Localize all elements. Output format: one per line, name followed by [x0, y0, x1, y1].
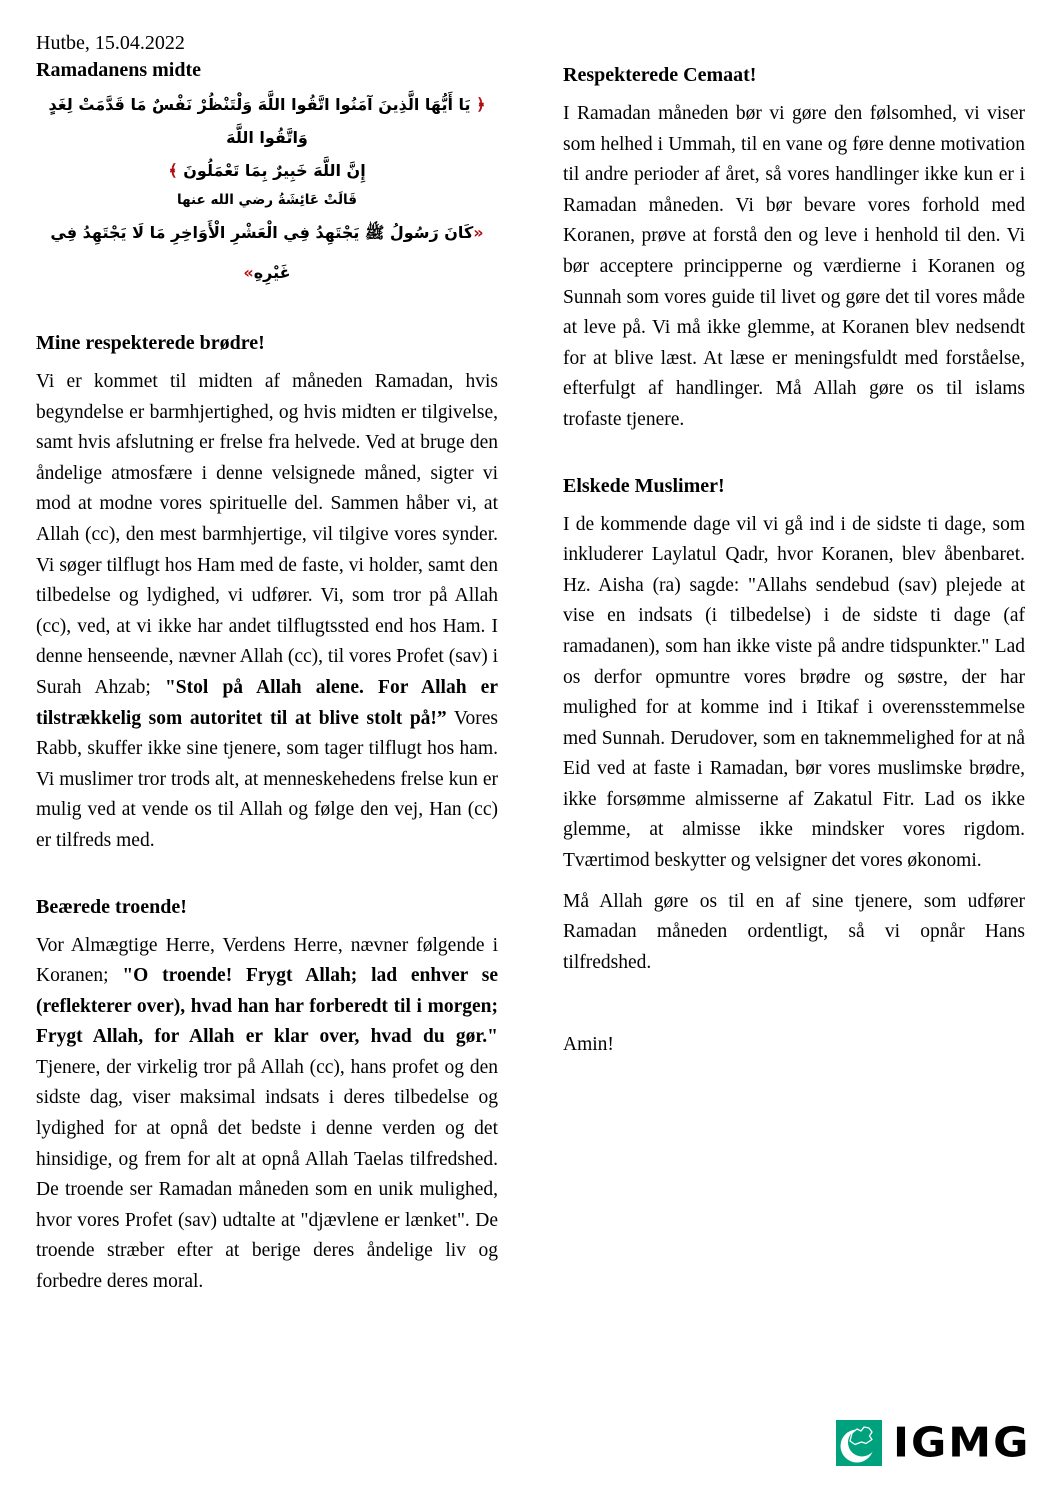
guillemet-open: «	[473, 223, 484, 242]
paragraph-believers	[36, 931, 498, 1298]
heading-believers: Beærede troende!	[36, 895, 187, 918]
igmg-crescent-icon	[836, 1420, 882, 1466]
heading-cemaat: Respekterede Cemaat!	[563, 64, 757, 86]
hadith-line	[36, 213, 498, 293]
left-column	[36, 30, 498, 1298]
hadith-narrator-line: قَالَتْ عَائِشَةُ رضي الله عنها	[177, 192, 357, 208]
quran-verse-text-1: يَا أَيُّهَا الَّذِينَ آمَنُوا اتَّقُوا اللَّهَ وَلْتَنْظُرْ نَفْسٌ مَا قَدَّمَتْ لِغَدٍ وَاتَّقُوا اللَّهَ	[48, 95, 471, 147]
paragraph-text: Vores Rabb, skuffer ikke sine tjenere, som tager tilflugt hos ham. Vi muslimer tror trods alt, at menneskehedens frelse kun er mulig ved at vende os til Allah og følge den vej, Han (cc) er tilfreds med.	[36, 707, 498, 851]
paragraph-text: Vi er kommet til midten af måneden Ramadan, hvis begyndelse er barmhjertighed, og hvis midten er tilgivelse, samt hvis afslutning er frelse fra helvede. Ved at bruge den åndelige atmosfære i denne velsignede måned, sigter vi mod at modne vores spirituelle del. Sammen håber vi, at Allah (cc), den mest barmhjertige, vil tilgive vores synder. Vi søger tilflugt hos Ham med de faste, vi holder, samt den tilbedelse og lydighed, vi udfører. Vi, som tror på Allah (cc), ved, at vi ikke har andet tilflugtssted end hos Ham. I denne henseende, nævner Allah (cc), til vores Profet (sav) i Surah Ahzab;	[36, 371, 498, 698]
guillemet-close: »	[243, 263, 254, 282]
quran-verse-text-2: إِنَّ اللَّهَ خَبِيرٌ بِمَا تَعْمَلُونَ	[183, 161, 366, 180]
amin-line: Amin!	[563, 1034, 614, 1056]
paragraph-text: Vor Almægtige Herre, Verdens Herre, nævner følgende i Koranen;	[36, 934, 498, 987]
paragraph-cemaat: I Ramadan måneden bør vi gøre den følsomhed, vi viser som helhed i Ummah, til en vane og føre denne motivation til andre perioder af året, så vores handlinger ikke kun er i Ramadan måneden. Vi bør bevare vores forhold med Koranen, prøve at forstå den og leve i henhold til den. Vi bør acceptere principperne og værdierne i Koranen og Sunnah som vores guide til livet og gøre det til vores måde at leve på. Vi må ikke glemme, at Koranen blev nedsendt for at blive læst. At læse er meningsfuldt med forståelse, efterfulgt af handlinger. Må Allah gøre os til islams trofaste tjenere.	[563, 103, 1025, 430]
bold-quran-quote: "O troende! Frygt Allah; lad enhver se (reflekterer over), hvad han har forberedt til i morgen; Frygt Allah, for Allah er klar over, hvad du gør."	[36, 965, 498, 1048]
quran-verse-line-2	[36, 154, 498, 187]
heading-brothers: Mine respekterede brødre!	[36, 332, 265, 354]
quran-verse-line-1	[36, 88, 498, 154]
right-column	[563, 62, 1025, 1061]
date-line: Hutbe, 15.04.2022	[36, 32, 185, 54]
paragraph-brothers	[36, 367, 498, 857]
page-title: Ramadanens midte	[36, 59, 202, 81]
ornate-open-bracket: ﴿	[476, 95, 486, 114]
igmg-wordmark: IGMG	[893, 1419, 1031, 1467]
hadith-text: كَانَ رَسُولُ ﷺ يَجْتَهِدُ فِي الْعَشْرِ الْأَوَاخِرِ مَا لَا يَجْتَهِدُ فِي غَيْرِهِ	[50, 223, 474, 282]
paragraph-closing: Må Allah gøre os til en af sine tjenere, som udfører Ramadan måneden ordentligt, så vi opnår Hans tilfredshed.	[563, 890, 1025, 973]
paragraph-text: Tjenere, der virkelig tror på Allah (cc), hans profet og den sidste dag, viser maksimal indsats i deres tilbedelse og lydighed for at opnå det bedste i denne verden og det hinsidige, og frem for alt at opnå Allah Taelas tilfredshed. De troende ser Ramadan måneden som en unik mulighed, hvor vores Profet (sav) udtalte at "djævlene er lænket". De troende stræber efter at berige deres åndelige liv og forbedre deres moral.	[36, 1056, 498, 1293]
paragraph-muslims: I de kommende dage vil vi gå ind i de sidste ti dage, som inkluderer Laylatul Qadr, hvor Koranen, blev åbenbaret. Hz. Aisha (ra) sagde: "Allahs sendebud (sav) plejede at vise en indsats (i tilbedelse) i de sidste ti dage (af ramadanen), som han ikke viste på andre tidspunkter." Lad os derfor opmuntre vores brødre og søstre, der har mulighed for at komme ind i Itikaf i overensstemmelse med Sunnah. Derudover, som en taknemmelighed for at nå Eid ved at faste i Ramadan, bør vores muslimske brødre, ikke forsømme almisserne af Zakatul Fitr. Lad os ikke glemme, at almisse ikke mindsker vores rigdom. Tværtimod beskytter og velsigner det vores økonomi.	[563, 513, 1025, 872]
heading-muslims: Elskede Muslimer!	[563, 474, 725, 497]
igmg-logo	[836, 1420, 1030, 1466]
bold-quran-quote: "Stol på Allah alene. For Allah er tilstrækkelig som autoritet til at blive stolt på!”	[36, 676, 498, 729]
arabic-quote-block	[36, 88, 498, 293]
ornate-close-bracket: ﴾	[168, 161, 178, 180]
